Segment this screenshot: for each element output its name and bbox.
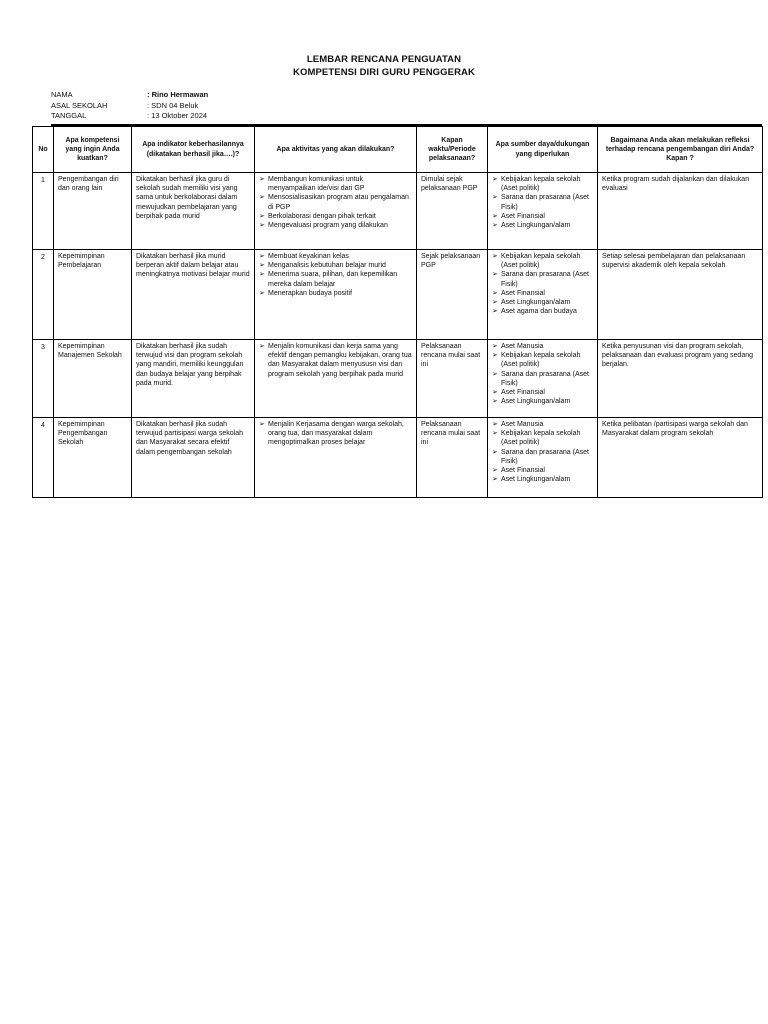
indicator-cell: Dikatakan berhasil jika murid berperan aktif dalam belajar atau meningkatnya motivasi belajar murid: [132, 250, 255, 340]
resource-item: ➢ Aset Lingkungan/alam: [492, 475, 593, 484]
activities-cell: [255, 250, 417, 340]
resource-item: ➢ Aset Manusia: [492, 342, 593, 351]
activity-item: ➢ Menjalin komunikasi dan kerja sama yang efektif dengan pemangku kebijakan, orang tua dan Masyarakat dalam menyususn visi dan program sekolah yang berpihak pada murid: [259, 342, 412, 379]
date-row: [51, 111, 208, 122]
activities-cell: [255, 340, 417, 418]
resource-item: ➢ Aset Finansial: [492, 289, 593, 298]
row-number: 3: [33, 340, 54, 418]
indicator-cell: Dikatakan berhasil jika guru di sekolah sudah memiliki visi yang sama untuk berkolaborasi dalam mewujudkan pembelajaran yang berpihak pada murid: [132, 173, 255, 250]
activity-item: ➢ Mengevaluasi program yang dilakukan: [259, 221, 412, 230]
resource-item: ➢ Aset Lingkungan/alam: [492, 221, 593, 230]
activity-item: ➢ Menerapkan budaya positif: [259, 289, 412, 298]
resources-cell: [488, 250, 598, 340]
activity-item: ➢ Menerima suara, pilihan, dan kepemilikan mereka dalam belajar: [259, 270, 412, 288]
resources-list: [492, 175, 593, 230]
header-activities: Apa aktivitas yang akan dilakukan?: [255, 127, 417, 173]
activities-cell: [255, 173, 417, 250]
resource-item: ➢ Sarana dan prasarana (Aset Fisik): [492, 270, 593, 288]
activity-item: ➢ Mensosialisasikan program atau pengalaman di PGP: [259, 193, 412, 211]
table-row: [33, 250, 763, 340]
resources-list: [492, 420, 593, 484]
activity-item: ➢ Menjalin Kerjasama dengan warga sekolah, orang tua, dan masyarakat dalam mengoptimalkan proses belajar: [259, 420, 412, 448]
resource-item: ➢ Kebijakan kepala sekolah (Aset politik): [492, 252, 593, 270]
name-row: [51, 90, 208, 101]
competency-cell: Pengembangan diri dan orang lain: [54, 173, 132, 250]
competency-cell: Kepemimpinan Manajemen Sekolah: [54, 340, 132, 418]
resource-item: ➢ Sarana dan prasarana (Aset Fisik): [492, 448, 593, 466]
header-reflection: Bagaimana Anda akan melakukan refleksi terhadap rencana pengembangan diri Anda? Kapan ?: [598, 127, 763, 173]
resources-cell: [488, 340, 598, 418]
activities-list: [259, 175, 412, 230]
table-row: [33, 340, 763, 418]
header-no: No: [33, 127, 54, 173]
resource-item: ➢ Aset Lingkungan/alam: [492, 397, 593, 406]
indicator-cell: Dikatakan berhasil jika sudah terwujud visi dan program sekolah yang mandiri, memiliki keunggulan dan budaya belajar yang berpihak pada murid.: [132, 340, 255, 418]
reflection-cell: Ketika program sudah dijalankan dan dilakukan evaluasi: [598, 173, 763, 250]
resource-item: ➢ Kebijakan kepala sekolah (Aset politik): [492, 351, 593, 369]
indicator-cell: Dikatakan berhasil jika sudah terwujud partisipasi warga sekolah dan Masyarakat secara efektif dalam pengembangan sekolah: [132, 418, 255, 498]
activity-item: ➢ Membuat keyakinan kelas: [259, 252, 412, 261]
plan-table: [32, 126, 763, 498]
header-time: Kapan waktu/Periode pelaksanaan?: [417, 127, 488, 173]
header-resources: Apa sumber daya/dukungan yang diperlukan: [488, 127, 598, 173]
row-number: 4: [33, 418, 54, 498]
school-label: ASAL SEKOLAH: [51, 100, 108, 110]
time-cell: Dimulai sejak pelaksanaan PGP: [417, 173, 488, 250]
resources-list: [492, 342, 593, 406]
activities-list: [259, 342, 412, 379]
activities-list: [259, 252, 412, 298]
resource-item: ➢ Aset Manusia: [492, 420, 593, 429]
resources-cell: [488, 173, 598, 250]
reflection-cell: Setiap selesai pembelajaran dan pelaksanaan supervisi akademik oleh kepala sekolah: [598, 250, 763, 340]
header-competency: Apa kompetensi yang ingin Anda kuatkan?: [54, 127, 132, 173]
competency-cell: Kepemimpinan Pengembangan Sekolah: [54, 418, 132, 498]
row-number: 1: [33, 173, 54, 250]
activity-item: ➢ Berkolaborasi dengan pihak terkait: [259, 212, 412, 221]
time-cell: Sejak pelaksanaan PGP: [417, 250, 488, 340]
resource-item: ➢ Aset agama dan budaya: [492, 307, 593, 316]
school-value: : SDN 04 Beluk: [147, 100, 199, 110]
activity-item: ➢ Membangun komunikasi untuk menyampaikan ide/visi dari GP: [259, 175, 412, 193]
time-cell: Pelaksanaan rencana mulai saat ini: [417, 418, 488, 498]
competency-cell: Kepemimpinan Pembelajaran: [54, 250, 132, 340]
date-value: : 13 Oktober 2024: [147, 111, 208, 120]
resource-item: ➢ Aset Finansial: [492, 466, 593, 475]
reflection-cell: Ketika pelibatan /partisipasi warga sekolah dan Masyarakat dalam program sekolah: [598, 418, 763, 498]
document-title-line2: KOMPETENSI DIRI GURU PENGGERAK: [293, 67, 475, 78]
row-number: 2: [33, 250, 54, 340]
time-cell: Pelaksanaan rencana mulai saat ini: [417, 340, 488, 418]
resources-list: [492, 252, 593, 316]
name-value: : Rino Hermawan: [147, 90, 209, 99]
school-row: [51, 101, 208, 112]
resource-item: ➢ Aset Lingkungan/alam: [492, 298, 593, 307]
activity-item: ➢ Menganalisis kebutuhan belajar murid: [259, 261, 412, 270]
resource-item: ➢ Sarana dan prasarana (Aset Fisik): [492, 193, 593, 211]
table-row: [33, 418, 763, 498]
name-label: NAMA: [51, 90, 73, 99]
resource-item: ➢ Aset Finansial: [492, 212, 593, 221]
resource-item: ➢ Kebijakan kepala sekolah (Aset politik): [492, 175, 593, 193]
document-title-line1: LEMBAR RENCANA PENGUATAN: [306, 54, 462, 65]
reflection-cell: Ketika penyusunan visi dan program sekolah, pelaksanaan dan evaluasi program yang sedang berjalan.: [598, 340, 763, 418]
table-header-row: [33, 127, 763, 173]
resource-item: ➢ Aset Finansial: [492, 388, 593, 397]
activities-cell: [255, 418, 417, 498]
date-label: TANGGAL: [51, 111, 87, 120]
header-indicator: Apa indikator keberhasilannya (dikatakan berhasil jika….)?: [132, 127, 255, 173]
table-row: [33, 173, 763, 250]
resource-item: ➢ Sarana dan prasarana (Aset Fisik): [492, 370, 593, 388]
resource-item: ➢ Kebijakan kepala sekolah (Aset politik): [492, 429, 593, 447]
identity-block: [51, 90, 208, 122]
activities-list: [259, 420, 412, 448]
resources-cell: [488, 418, 598, 498]
